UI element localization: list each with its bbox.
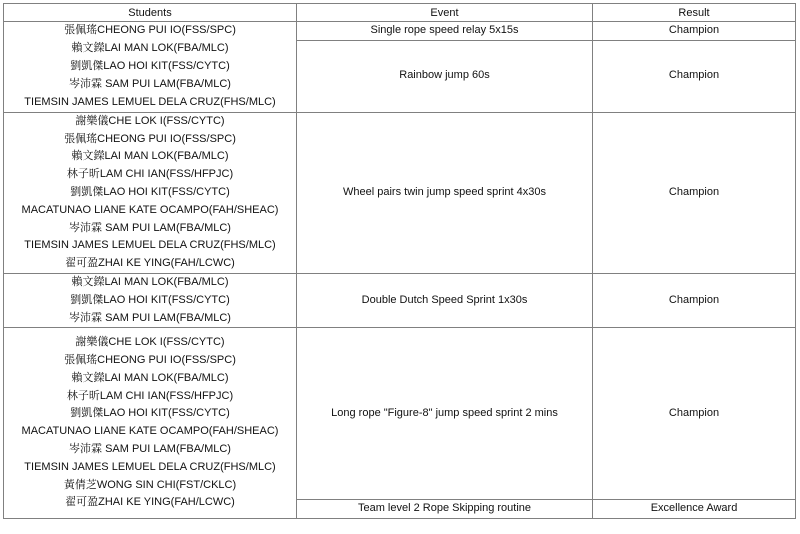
- student-name: 劉凱傑LAO HOI KIT(FSS/CYTC): [70, 407, 230, 420]
- student-name: TIEMSIN JAMES LEMUEL DELA CRUZ(FHS/MLC): [24, 460, 276, 473]
- event-header: Event: [297, 4, 593, 22]
- student-name: 張佩瑤CHEONG PUI IO(FSS/SPC): [64, 132, 236, 145]
- table-row: [4, 112, 796, 273]
- results-body: [4, 22, 796, 519]
- student-name: 賴文鑅LAI MAN LOK(FBA/MLC): [71, 275, 229, 288]
- student-name: TIEMSIN JAMES LEMUEL DELA CRUZ(FHS/MLC): [24, 239, 276, 252]
- event-cell: Team level 2 Rope Skipping routine: [297, 500, 593, 519]
- result-cell: Champion: [593, 328, 796, 500]
- result-cell: Champion: [593, 22, 796, 41]
- student-name: 岑沛霖 SAM PUI LAM(FBA/MLC): [69, 443, 231, 456]
- result-cell: Excellence Award: [593, 500, 796, 519]
- student-name: 謝樂儀CHE LOK I(FSS/CYTC): [75, 114, 225, 127]
- student-name: 賴文鑅LAI MAN LOK(FBA/MLC): [71, 371, 229, 384]
- student-name: 岑沛霖 SAM PUI LAM(FBA/MLC): [69, 311, 231, 324]
- result-header: Result: [593, 4, 796, 22]
- table-row: [4, 328, 796, 500]
- students-cell: [4, 112, 297, 273]
- result-cell: Champion: [593, 112, 796, 273]
- students-cell: [4, 22, 297, 113]
- student-name: 劉凱傑LAO HOI KIT(FSS/CYTC): [70, 185, 230, 198]
- student-name: 賴文鑅LAI MAN LOK(FBA/MLC): [71, 150, 229, 163]
- students-cell: [4, 328, 297, 519]
- student-name: 翟可盈ZHAI KE YING(FAH/LCWC): [65, 496, 235, 509]
- student-name: 岑沛霖 SAM PUI LAM(FBA/MLC): [69, 77, 231, 90]
- students-header: Students: [4, 4, 297, 22]
- students-cell: [4, 273, 297, 327]
- student-name: 張佩瑤CHEONG PUI IO(FSS/SPC): [64, 24, 236, 37]
- table-row: [4, 22, 796, 41]
- student-name: MACATUNAO LIANE KATE OCAMPO(FAH/SHEAC): [21, 203, 279, 216]
- event-cell: Rainbow jump 60s: [297, 40, 593, 112]
- event-cell: Double Dutch Speed Sprint 1x30s: [297, 273, 593, 327]
- student-name: 翟可盈ZHAI KE YING(FAH/LCWC): [65, 257, 235, 270]
- result-cell: Champion: [593, 40, 796, 112]
- result-cell: Champion: [593, 273, 796, 327]
- student-name: 謝樂儀CHE LOK I(FSS/CYTC): [75, 336, 225, 349]
- student-name: 賴文鑅LAI MAN LOK(FBA/MLC): [71, 42, 229, 55]
- student-name: TIEMSIN JAMES LEMUEL DELA CRUZ(FHS/MLC): [24, 95, 276, 108]
- student-name: 劉凱傑LAO HOI KIT(FSS/CYTC): [70, 293, 230, 306]
- student-name: 黃倩芝WONG SIN CHI(FST/CKLC): [63, 478, 237, 491]
- student-name: 林子昕LAM CHI IAN(FSS/HFPJC): [66, 389, 234, 402]
- student-name: 林子昕LAM CHI IAN(FSS/HFPJC): [66, 168, 234, 181]
- student-name: 張佩瑤CHEONG PUI IO(FSS/SPC): [64, 354, 236, 367]
- student-name: MACATUNAO LIANE KATE OCAMPO(FAH/SHEAC): [21, 425, 279, 438]
- event-cell: Single rope speed relay 5x15s: [297, 22, 593, 41]
- event-cell: Long rope "Figure-8" jump speed sprint 2 mins: [297, 328, 593, 500]
- student-name: 岑沛霖 SAM PUI LAM(FBA/MLC): [69, 221, 231, 234]
- header-row: [4, 4, 796, 22]
- results-table: [3, 3, 796, 519]
- student-name: 劉凱傑LAO HOI KIT(FSS/CYTC): [70, 60, 230, 72]
- table-row: [4, 273, 796, 327]
- event-cell: Wheel pairs twin jump speed sprint 4x30s: [297, 112, 593, 273]
